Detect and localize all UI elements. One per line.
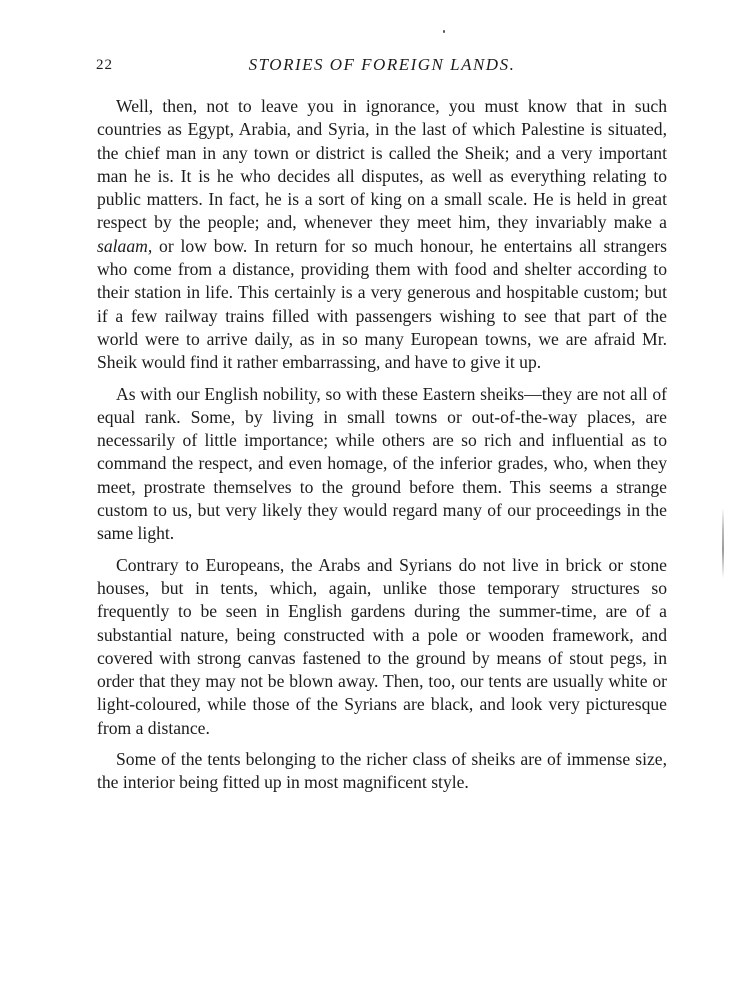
page-number: 22 [96, 57, 113, 73]
salaam-italic: salaam, [97, 235, 153, 256]
paragraph-rich-tents: Some of the tents belonging to the richer class of sheiks are of immense size, the interior being fitted up in most magnificent style. [97, 749, 667, 793]
paragraph-sheik-text-start: Well, then, not to leave you in ignorance, you must know that in such countries as Egypt, Arabia, and Syria, in the last of which Palestine is situated, the chief man in any town or district is called the Sheik; and a very important man he is. It is he who decides all disputes, as well as everything relating to public matters. In fact, he is a sort of king on a small scale. He is held in great respect by the people; and, whenever they meet him, they invariably make a [97, 96, 667, 233]
body-text [97, 95, 667, 803]
paragraph-rank: As with our English nobility, so with these Eastern sheiks—they are not all of equal rank. Some, by living in small towns or out-of-the-way places, are necessarily of little importance; while others are so rich and influential as to command the respect, and even homage, of the inferior grades, who, when they meet, prostrate themselves to the ground before them. This seems a strange custom to us, but very likely they would regard many of our proceedings in the same light. [97, 383, 667, 544]
paragraph-sheik [97, 95, 667, 375]
running-title: STORIES OF FOREIGN LANDS. [248, 55, 516, 74]
ink-speck [443, 30, 445, 33]
page-header [96, 55, 668, 81]
scan-edge-shadow [722, 508, 724, 578]
paragraph-tents: Contrary to Europeans, the Arabs and Syrians do not live in brick or stone houses, but in tents, which, again, unlike those temporary structures so frequently to be seen in English gardens during the summer-time, are of a substantial nature, being constructed with a pole or wooden framework, and covered with strong canvas fastened to the ground by means of stout pegs, in order that they may not be blown away. Then, too, our tents are usually white or light-coloured, while those of the Syrians are black, and look very picturesque from a distance. [97, 554, 667, 738]
paragraph-sheik-text-end: or low bow. In return for so much honour, he entertains all strangers who come from a distance, providing them with food and shelter according to their station in life. This certainly is a very generous and hospitable custom; but if a few railway trains filled with passengers wishing to see that part of the world were to arrive daily, as in so many European towns, we are afraid Mr. Sheik would find it rather embarrassing, and have to give it up. [97, 235, 667, 373]
